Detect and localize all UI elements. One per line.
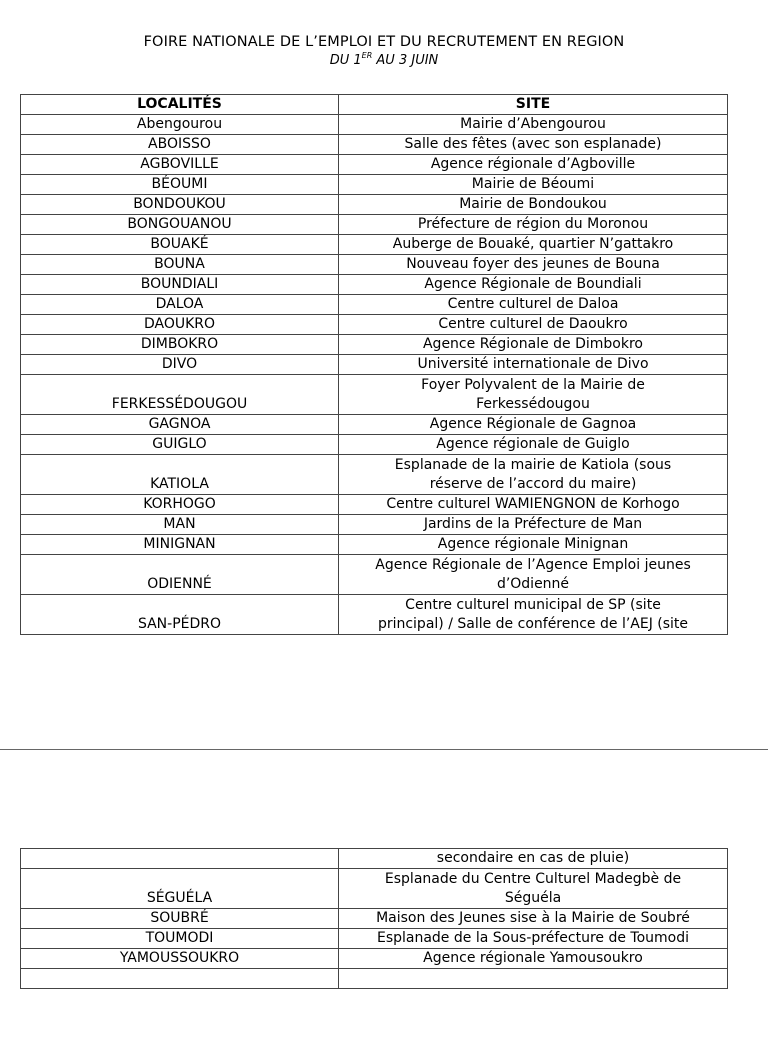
site-cell bbox=[339, 555, 728, 595]
table-row bbox=[21, 949, 728, 969]
document-title: FOIRE NATIONALE DE L’EMPLOI ET DU RECRUTEMENT EN REGION bbox=[143, 34, 625, 50]
site-line: principal) / Salle de conférence de l’AEJ (site bbox=[377, 616, 689, 632]
locality-cell: ABOISSO bbox=[21, 135, 339, 155]
table-row bbox=[21, 929, 728, 949]
locality-cell bbox=[21, 849, 339, 869]
locality-cell: Abengourou bbox=[21, 115, 339, 135]
table-row bbox=[21, 515, 728, 535]
site-line: Mairie de Bondoukou bbox=[459, 196, 607, 212]
site-cell bbox=[339, 275, 728, 295]
table-row bbox=[21, 115, 728, 135]
table-row bbox=[21, 495, 728, 515]
table-row bbox=[21, 195, 728, 215]
site-line: Maison des Jeunes sise à la Mairie de Soubré bbox=[376, 910, 690, 926]
site-line: Agence régionale Yamousoukro bbox=[423, 950, 643, 966]
site-cell bbox=[339, 595, 728, 635]
site-line: Esplanade de la Sous-préfecture de Toumodi bbox=[376, 930, 690, 946]
locality-cell: BOUAKÉ bbox=[21, 235, 339, 255]
locality-cell: MINIGNAN bbox=[21, 535, 339, 555]
document-subtitle bbox=[0, 53, 768, 68]
table-row bbox=[21, 869, 728, 909]
site-cell bbox=[339, 315, 728, 335]
site-line: Mairie de Béoumi bbox=[471, 176, 595, 192]
site-cell bbox=[339, 375, 728, 415]
site-line: Esplanade du Centre Culturel Madegbè de bbox=[384, 871, 682, 887]
site-line: Salle des fêtes (avec son esplanade) bbox=[404, 136, 662, 152]
site-line: Université internationale de Divo bbox=[417, 356, 649, 372]
locality-cell: DIVO bbox=[21, 355, 339, 375]
site-cell bbox=[339, 949, 728, 969]
site-line: Centre culturel de Daoukro bbox=[438, 316, 628, 332]
locality-cell: DIMBOKRO bbox=[21, 335, 339, 355]
site-line: Séguéla bbox=[504, 890, 562, 906]
table-row bbox=[21, 155, 728, 175]
site-cell bbox=[339, 929, 728, 949]
site-cell bbox=[339, 869, 728, 909]
site-line: d’Odienné bbox=[496, 576, 570, 592]
site-line: Agence Régionale de Dimbokro bbox=[422, 336, 643, 352]
table-row bbox=[21, 295, 728, 315]
locality-cell bbox=[21, 969, 339, 989]
site-line: Agence Régionale de Boundiali bbox=[424, 276, 642, 292]
locality-cell: BÉOUMI bbox=[21, 175, 339, 195]
table-row bbox=[21, 555, 728, 595]
site-line: Ferkessédougou bbox=[476, 396, 590, 412]
table-row bbox=[21, 335, 728, 355]
table-row bbox=[21, 435, 728, 455]
site-line: Foyer Polyvalent de la Mairie de bbox=[421, 377, 645, 393]
locality-cell: GAGNOA bbox=[21, 415, 339, 435]
locality-cell: SAN-PÉDRO bbox=[21, 595, 339, 635]
site-cell bbox=[339, 115, 728, 135]
locality-cell: AGBOVILLE bbox=[21, 155, 339, 175]
site-line: Préfecture de région du Moronou bbox=[417, 216, 649, 232]
locality-cell: YAMOUSSOUKRO bbox=[21, 949, 339, 969]
locality-cell: DALOA bbox=[21, 295, 339, 315]
sites-table-page-2 bbox=[20, 848, 728, 989]
site-cell bbox=[339, 435, 728, 455]
site-cell bbox=[339, 295, 728, 315]
site-line: Mairie d’Abengourou bbox=[460, 116, 606, 132]
site-cell bbox=[339, 515, 728, 535]
header-localites: LOCALITÉS bbox=[21, 95, 339, 115]
table-row bbox=[21, 909, 728, 929]
site-line: Auberge de Bouaké, quartier N’gattakro bbox=[392, 236, 674, 252]
site-line: Centre culturel de Daloa bbox=[447, 296, 619, 312]
site-cell bbox=[339, 135, 728, 155]
table-row bbox=[21, 275, 728, 295]
site-line: Agence Régionale de l’Agence Emploi jeunes bbox=[375, 557, 691, 573]
site-cell bbox=[339, 335, 728, 355]
site-line: Agence régionale de Guiglo bbox=[436, 436, 630, 452]
site-line: Esplanade de la mairie de Katiola (sous bbox=[394, 457, 672, 473]
site-cell bbox=[339, 849, 728, 869]
site-line: Centre culturel municipal de SP (site bbox=[405, 597, 661, 613]
header-site: SITE bbox=[339, 95, 728, 115]
table-row bbox=[21, 375, 728, 415]
table-header-row bbox=[21, 95, 728, 115]
table-row bbox=[21, 355, 728, 375]
locality-cell: BONDOUKOU bbox=[21, 195, 339, 215]
locality-cell: TOUMODI bbox=[21, 929, 339, 949]
sites-table-page-1 bbox=[20, 94, 728, 635]
site-cell bbox=[339, 155, 728, 175]
table-row bbox=[21, 175, 728, 195]
locality-cell: SÉGUÉLA bbox=[21, 869, 339, 909]
site-line: Nouveau foyer des jeunes de Bouna bbox=[406, 256, 660, 272]
table-row bbox=[21, 255, 728, 275]
site-cell bbox=[339, 455, 728, 495]
site-cell bbox=[339, 909, 728, 929]
locality-cell: MAN bbox=[21, 515, 339, 535]
subtitle-superscript: ER bbox=[361, 51, 373, 60]
site-line: Agence régionale Minignan bbox=[437, 536, 629, 552]
locality-cell: GUIGLO bbox=[21, 435, 339, 455]
locality-cell: KORHOGO bbox=[21, 495, 339, 515]
locality-cell: BONGOUANOU bbox=[21, 215, 339, 235]
table-row bbox=[21, 135, 728, 155]
site-line: Jardins de la Préfecture de Man bbox=[423, 516, 643, 532]
locality-cell: BOUNDIALI bbox=[21, 275, 339, 295]
site-line: secondaire en cas de pluie) bbox=[436, 850, 630, 866]
site-line: Agence Régionale de Gagnoa bbox=[429, 416, 637, 432]
page-divider bbox=[0, 749, 768, 750]
locality-cell: BOUNA bbox=[21, 255, 339, 275]
table-row bbox=[21, 315, 728, 335]
locality-cell: SOUBRÉ bbox=[21, 909, 339, 929]
site-line: Centre culturel WAMIENGNON de Korhogo bbox=[386, 496, 680, 512]
site-cell bbox=[339, 195, 728, 215]
locality-cell: DAOUKRO bbox=[21, 315, 339, 335]
site-cell bbox=[339, 415, 728, 435]
locality-cell: ODIENNÉ bbox=[21, 555, 339, 595]
table-row bbox=[21, 235, 728, 255]
table-row bbox=[21, 969, 728, 989]
table-row bbox=[21, 415, 728, 435]
site-cell bbox=[339, 215, 728, 235]
locality-cell: FERKESSÉDOUGOU bbox=[21, 375, 339, 415]
locality-cell: KATIOLA bbox=[21, 455, 339, 495]
subtitle-prefix: DU 1 bbox=[329, 53, 362, 68]
site-cell bbox=[339, 495, 728, 515]
table-row bbox=[21, 535, 728, 555]
site-line: Agence régionale d’Agboville bbox=[430, 156, 636, 172]
site-cell bbox=[339, 355, 728, 375]
table-row bbox=[21, 849, 728, 869]
site-cell bbox=[339, 175, 728, 195]
subtitle-suffix: AU 3 JUIN bbox=[372, 53, 439, 68]
site-cell bbox=[339, 235, 728, 255]
site-cell bbox=[339, 255, 728, 275]
site-cell bbox=[339, 969, 728, 989]
site-line: réserve de l’accord du maire) bbox=[429, 476, 637, 492]
table-row bbox=[21, 215, 728, 235]
table-row bbox=[21, 595, 728, 635]
table-row bbox=[21, 455, 728, 495]
site-cell bbox=[339, 535, 728, 555]
